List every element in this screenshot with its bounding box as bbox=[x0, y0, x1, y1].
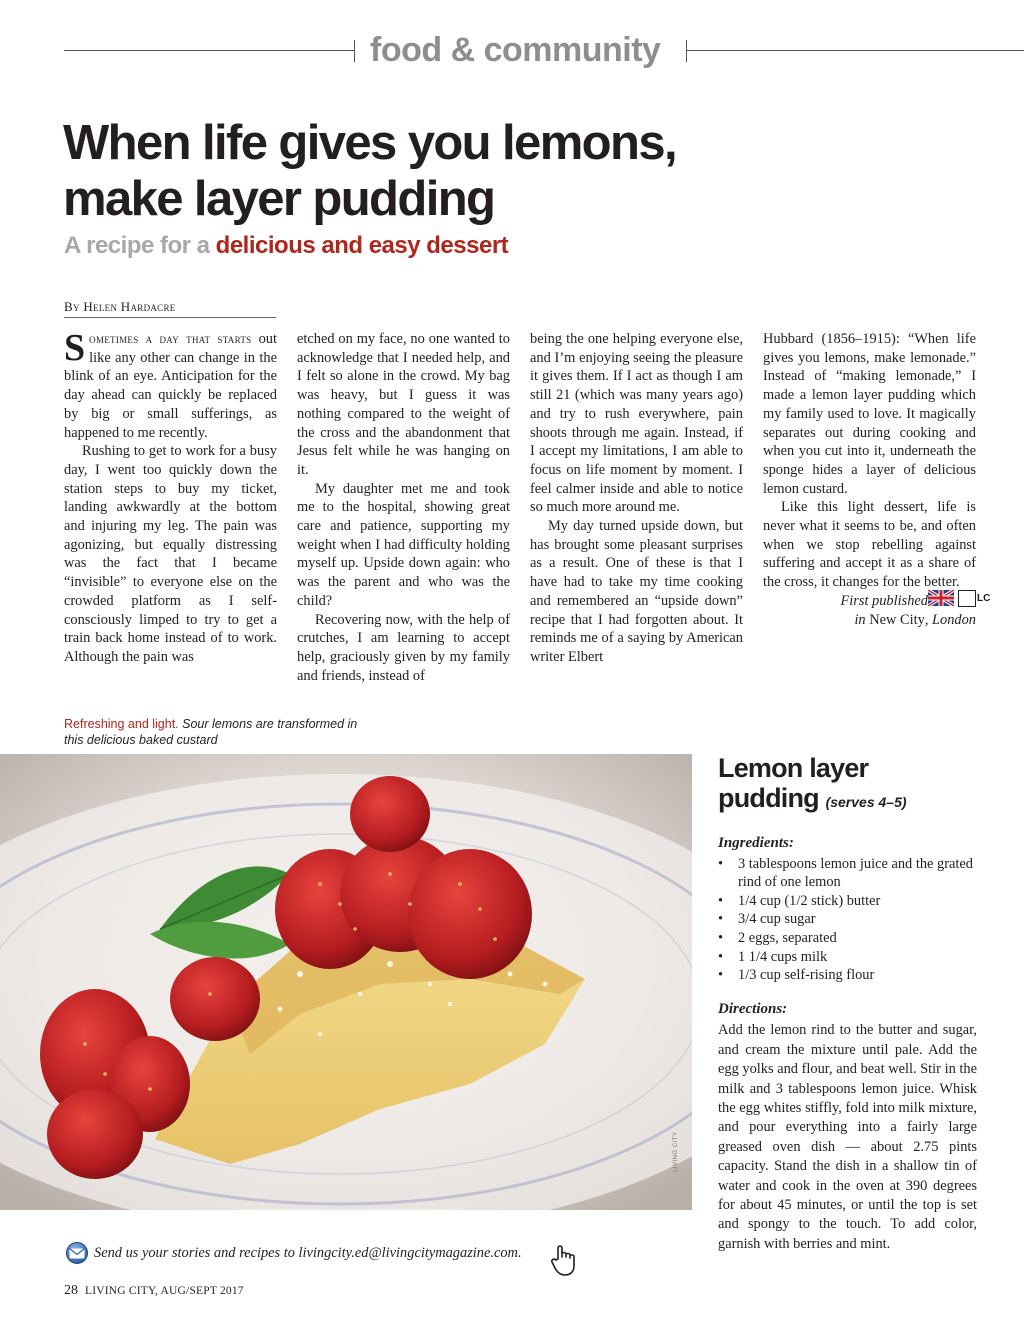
lead-smallcaps: ometimes a day that starts bbox=[89, 331, 252, 346]
ingredient-item: • 3/4 cup sugar bbox=[718, 910, 978, 929]
ingredients-heading: Ingredients: bbox=[718, 835, 794, 851]
ingredients-list bbox=[718, 855, 978, 985]
article-column-1 bbox=[64, 327, 277, 667]
pudding-photo bbox=[0, 754, 692, 1210]
column-3-paragraph-2: My day turned upside down, but has brought some pleasant surprises as a result. One of these is that I have had to take my time cooking and remembered an “upside down” recipe that I had forgotten about. It reminds me of a saying by American writer Elbert bbox=[530, 518, 743, 665]
article-column-2 bbox=[297, 330, 510, 685]
hand-cursor-icon bbox=[550, 1244, 580, 1278]
recipe-title-line-1: Lemon layer bbox=[718, 753, 869, 783]
headline-line-2: make layer pudding bbox=[63, 172, 495, 226]
section-rule-right bbox=[687, 50, 1024, 51]
byline-prefix: By bbox=[64, 299, 80, 314]
pub-name: New City bbox=[869, 611, 925, 628]
ingredient-item: • 1/4 cup (1/2 stick) butter bbox=[718, 892, 978, 911]
ingredient-item: • 1 1/4 cups milk bbox=[718, 948, 978, 967]
paragraph-1 bbox=[64, 327, 277, 442]
subhead-red: delicious and easy dessert bbox=[215, 232, 509, 259]
recipe-title-line-2-text: pudding bbox=[718, 783, 819, 813]
submission-message bbox=[64, 1242, 522, 1264]
photo-caption bbox=[64, 716, 364, 748]
article-column-4 bbox=[763, 330, 991, 629]
byline-rule bbox=[64, 317, 276, 318]
column-4-paragraph-1: Hubbard (1856–1915): “When life gives you lemons, make lemonade.” Instead of “making lemonade,” I made a lemon layer pudding which my family used to love. It magically separates out during cooking and when you cut into it, underneath the sponge hides a layer of delicious lemon custard. bbox=[763, 331, 976, 497]
caption-text: Sour lemons are transformed in this delicious baked custard bbox=[64, 717, 358, 747]
column-2-paragraph-3: Recovering now, with the help of crutches, I am learning to accept help, graciously given by my family and friends, instead of bbox=[297, 611, 510, 684]
article-headline bbox=[63, 115, 823, 227]
section-rule-left bbox=[64, 50, 354, 51]
article-column-3 bbox=[530, 330, 743, 667]
ingredient-item: • 2 eggs, separated bbox=[718, 929, 978, 948]
photo-credit: LIVING CITY bbox=[673, 1131, 679, 1172]
directions-section bbox=[718, 1000, 977, 1254]
section-title: food & community bbox=[370, 31, 661, 69]
email-icon bbox=[64, 1242, 90, 1264]
column-3-paragraph-1: being the one helping everyone else, and I’m enjoying seeing the pleasure it gives them. If I act as though I am still 21 (which was many years ago) and try to rush everywhere, pain shoots through me again. Instead, if I accept my limitations, I am able to focus on life moment by moment. I feel calmer inside and able to notice so much more around me. bbox=[530, 331, 743, 516]
directions-text: Add the lemon rind to the butter and sugar, and cream the mixture until pale. Add the egg yolks and flour, and beat well. Stir in the milk and 3 tablespoons lemon juice. Whisk the egg whites stiffly, fold into milk mixture, and pour everything into a fairly large greased oven dish — about 2.75 pints capacity. Stand the dish in a shallow tin of water and cook in the oven at 390 degrees for about 45 minutes, or until the top is set and spongy to the touch. To add color, garnish with berries and mint. bbox=[718, 1022, 977, 1252]
paragraph-1-text: out like any other can change in the blink of an eye. Anticipation for the day ahead can quickly be replaced by big or small sufferings, as happened to me recently. bbox=[64, 331, 277, 441]
first-published-label: First published bbox=[840, 592, 928, 609]
directions-heading: Directions: bbox=[718, 1001, 788, 1017]
paragraph-2: Rushing to get to work for a busy day, I went too quickly down the station steps to buy my ticket, landing awkwardly at the bottom and injuring my leg. The pain was agonizing, but equally distressing was the fact that I became “invisible” to everyone else on the crowded platform as I self-consciously limped to try to get a train back home instead of to work. Although the pain was bbox=[64, 443, 277, 665]
section-tick-left bbox=[354, 40, 355, 62]
email-link[interactable]: Send us your stories and recipes to livingcity.ed@livingcitymagazine.com. bbox=[94, 1244, 522, 1261]
recipe-title-line-2 bbox=[718, 783, 907, 817]
subhead-gray: A recipe for a bbox=[64, 232, 210, 259]
caption-lead: Refreshing and light. bbox=[64, 717, 179, 731]
page-number: 28 bbox=[64, 1283, 78, 1298]
byline bbox=[64, 299, 176, 315]
column-4-paragraph-2-text: Like this light dessert, life is never what it seems to be, and often when we stop rebelling against suffering and accept it as a share of the cross, it changes for the better. bbox=[763, 499, 976, 591]
section-tick-right bbox=[686, 40, 687, 62]
column-2-paragraph-1: etched on my face, no one wanted to acknowledge that I needed help, and I felt so alone in the crowd. My bag was heavy, but I guess it was nothing compared to the weight of the cross and the abandonment that Jesus felt while he was hanging on it. bbox=[297, 331, 510, 478]
first-published: First published in New City, London bbox=[840, 592, 976, 628]
ingredients-section bbox=[718, 834, 978, 985]
drop-cap: S bbox=[64, 327, 86, 369]
ingredient-item: • 1/3 cup self-rising flour bbox=[718, 966, 978, 985]
end-marks bbox=[928, 590, 991, 607]
uk-flag-icon bbox=[928, 590, 954, 606]
living-city-badge: LC bbox=[958, 590, 976, 607]
headline-line-1: When life gives you lemons, bbox=[63, 116, 676, 170]
pudding-illustration bbox=[0, 754, 692, 1210]
page-folio bbox=[64, 1283, 244, 1299]
recipe-serves: (serves 4–5) bbox=[825, 794, 907, 810]
pub-city: London bbox=[932, 611, 976, 628]
recipe-title bbox=[718, 753, 907, 817]
pub-in: in bbox=[854, 611, 866, 628]
byline-author: Helen Hardacre bbox=[83, 299, 176, 314]
article-subhead bbox=[64, 230, 508, 262]
magazine-issue: LIVING CITY, AUG/SEPT 2017 bbox=[85, 1285, 244, 1297]
column-2-paragraph-2: My daughter met me and took me to the hospital, showing great care and patience, supporting my weight when I had difficulty holding myself up. Upside down again: who was the parent and who was the child? bbox=[297, 480, 510, 609]
ingredient-item: • 3 tablespoons lemon juice and the grated rind of one lemon bbox=[718, 855, 978, 892]
